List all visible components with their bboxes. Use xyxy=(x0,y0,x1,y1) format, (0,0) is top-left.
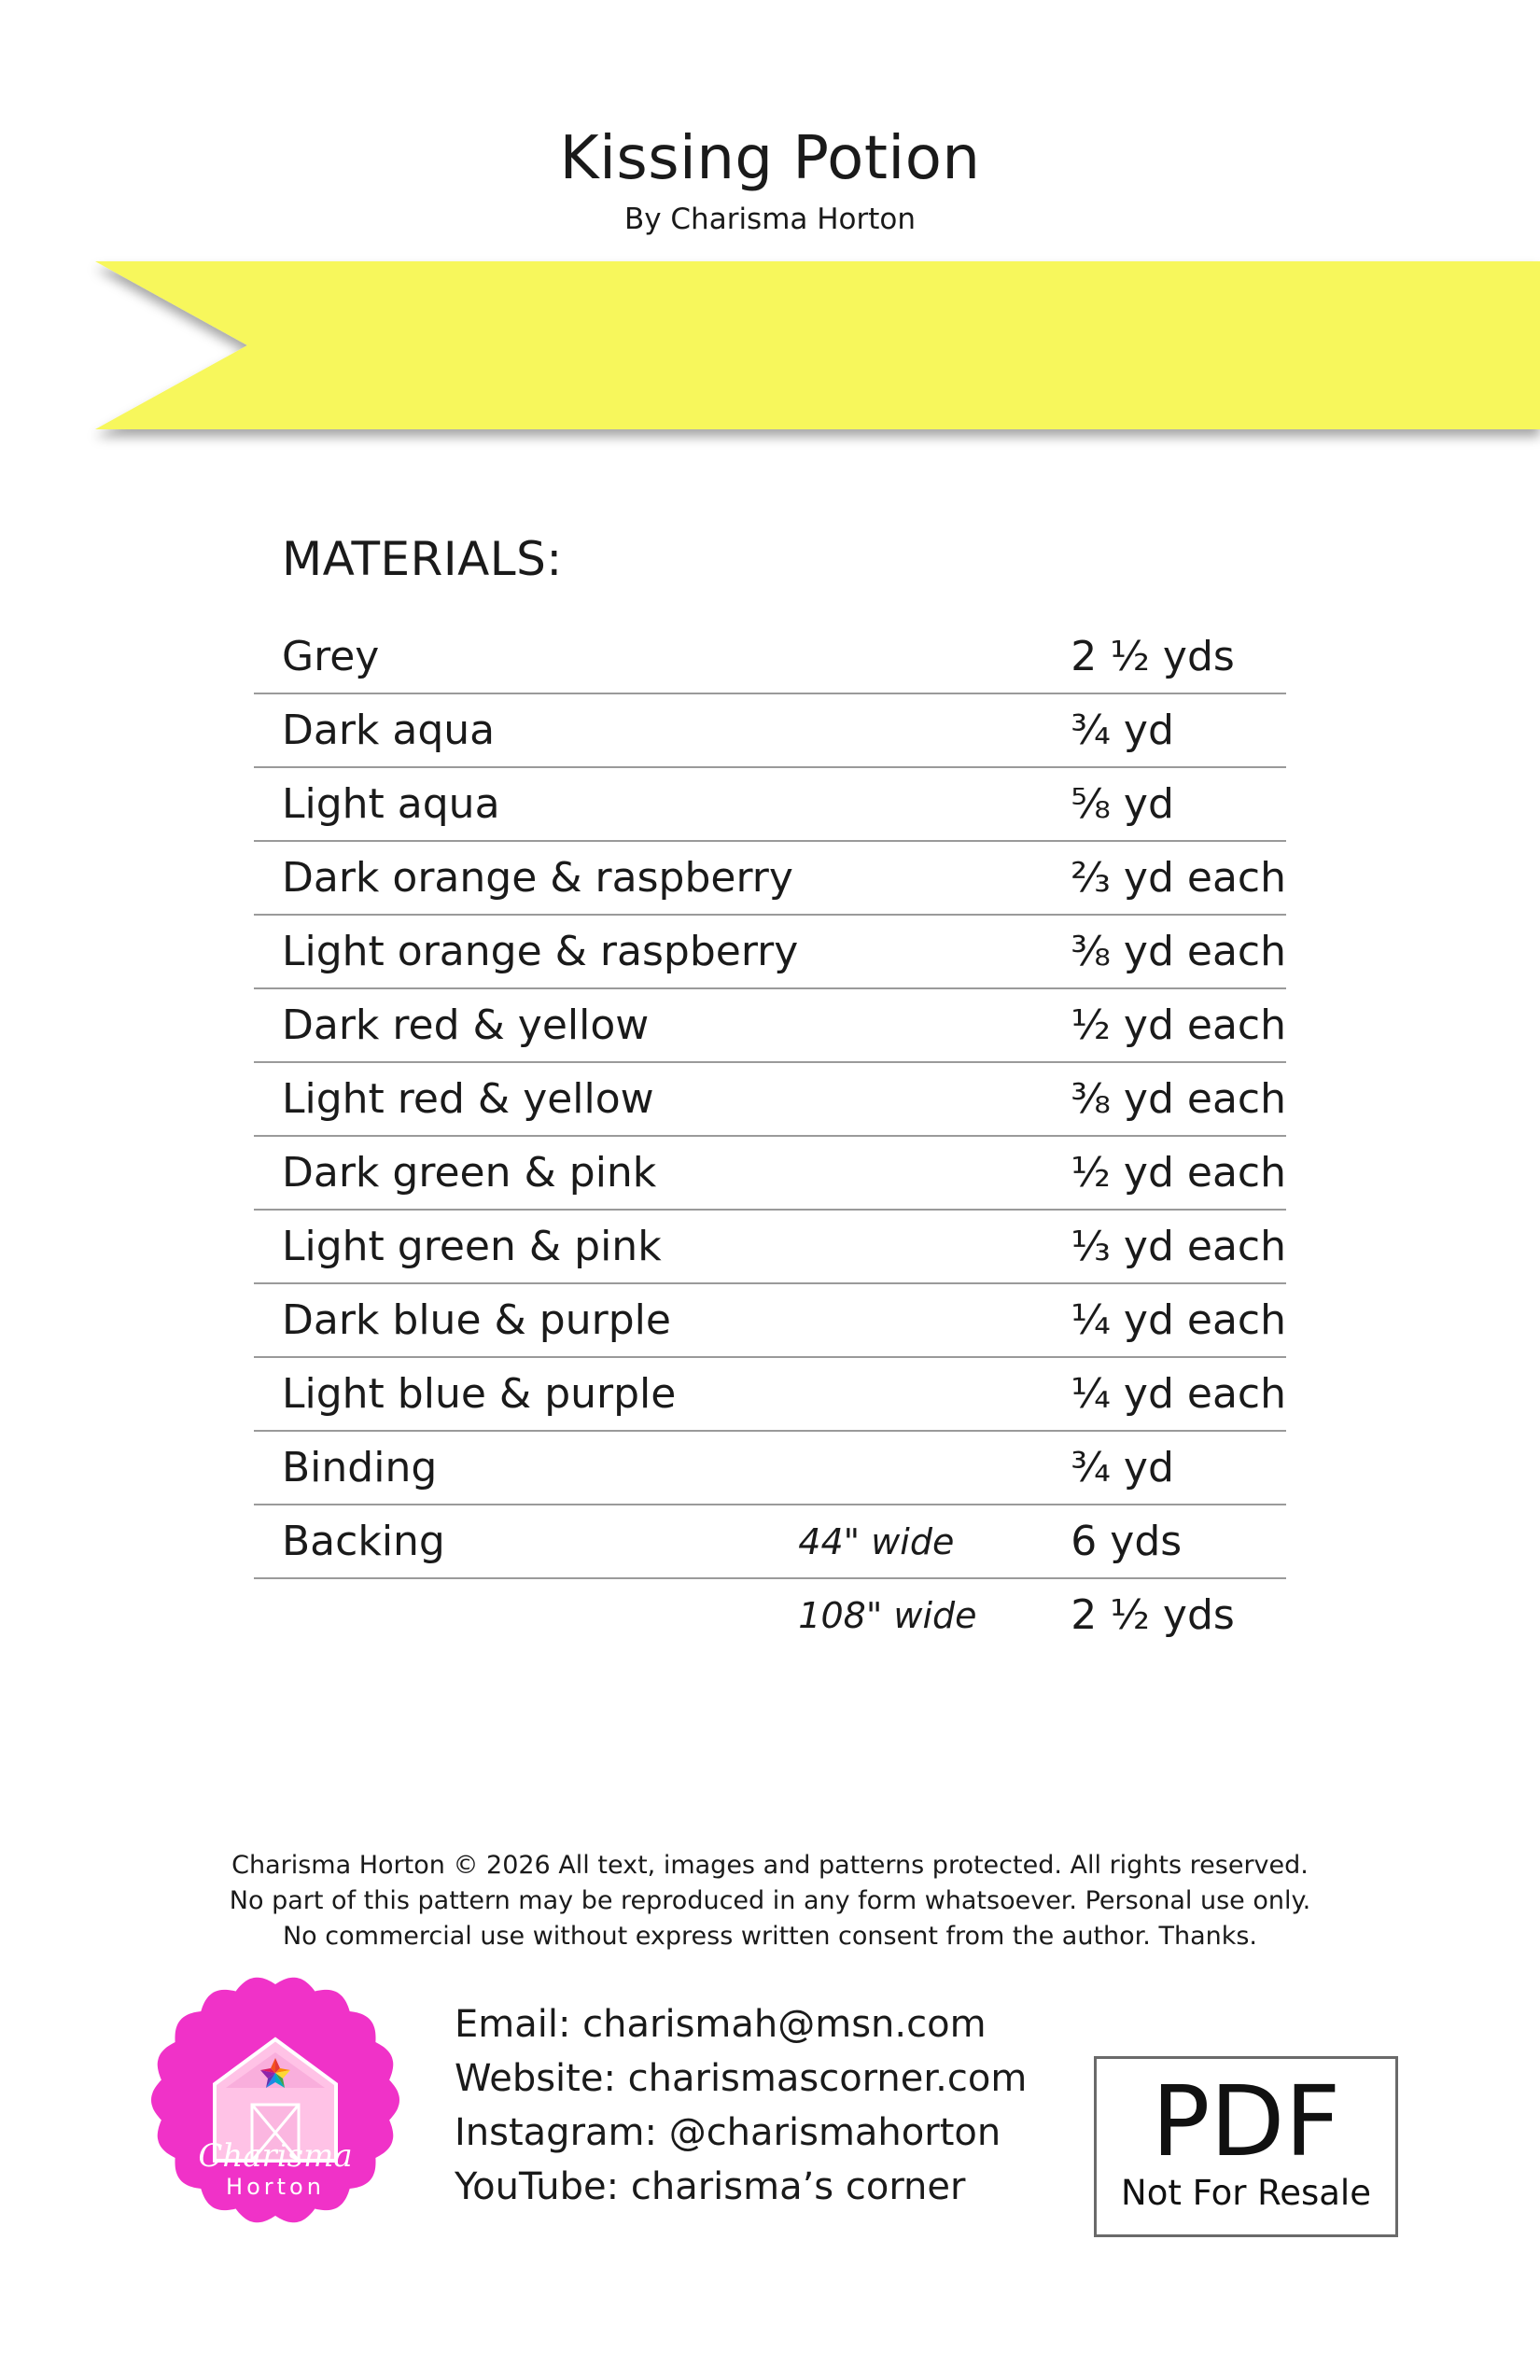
material-quantity: ⅜ yd each xyxy=(1071,915,1286,988)
material-quantity: ¾ yd xyxy=(1071,1431,1286,1505)
materials-row xyxy=(254,1431,1286,1505)
material-name: Binding xyxy=(254,1431,798,1505)
materials-row xyxy=(254,915,1286,988)
material-name: Dark green & pink xyxy=(254,1136,798,1210)
material-name: Light orange & raspberry xyxy=(254,915,798,988)
pdf-not-for-resale-badge xyxy=(1094,2056,1398,2237)
materials-row xyxy=(254,1578,1286,1651)
material-quantity: 2 ½ yds xyxy=(1071,1591,1235,1639)
contact-email: Email: charismah@msn.com xyxy=(455,2003,987,2046)
logo-surname: Horton xyxy=(226,2174,325,2200)
charisma-horton-logo xyxy=(149,1974,401,2226)
material-note xyxy=(798,621,1071,693)
material-name: Backing xyxy=(254,1505,798,1578)
materials-row xyxy=(254,1357,1286,1431)
contact-youtube: YouTube: charisma’s corner xyxy=(455,2165,966,2208)
pattern-title: Kissing Potion xyxy=(559,124,981,193)
logo-name: Charisma xyxy=(198,2137,353,2175)
material-note xyxy=(798,841,1071,915)
material-quantity: ½ yd each xyxy=(1071,1136,1286,1210)
material-name: Grey xyxy=(254,621,798,693)
material-name: Dark blue & purple xyxy=(254,1283,798,1357)
material-quantity: ½ yd each xyxy=(1071,988,1286,1062)
material-note xyxy=(798,915,1071,988)
title-banner xyxy=(84,254,1540,450)
material-name: Light aqua xyxy=(254,767,798,841)
material-note xyxy=(798,1210,1071,1283)
material-name: Dark red & yellow xyxy=(254,988,798,1062)
contact-instagram: Instagram: @charismahorton xyxy=(455,2111,1001,2154)
material-note xyxy=(798,1357,1071,1431)
contact-website: Website: charismascorner.com xyxy=(455,2057,1028,2100)
material-quantity: ⅔ yd each xyxy=(1071,841,1286,915)
copyright-line: No part of this pattern may be reproduced in any form whatsoever. Personal use only. xyxy=(229,1886,1311,1915)
material-name: Light green & pink xyxy=(254,1210,798,1283)
material-quantity: ⅝ yd xyxy=(1071,767,1286,841)
materials-row xyxy=(254,1283,1286,1357)
materials-row xyxy=(254,1505,1286,1578)
material-note xyxy=(798,693,1071,767)
materials-row xyxy=(254,1136,1286,1210)
material-quantity: ¼ yd each xyxy=(1071,1283,1286,1357)
material-note: 44" wide xyxy=(798,1505,1071,1578)
materials-row xyxy=(254,621,1286,693)
material-quantity: ⅓ yd each xyxy=(1071,1210,1286,1283)
material-name xyxy=(254,1578,798,1651)
materials-row xyxy=(254,988,1286,1062)
material-name: Dark aqua xyxy=(254,693,798,767)
material-quantity: ¼ yd each xyxy=(1071,1357,1286,1431)
pattern-byline: By Charisma Horton xyxy=(623,203,917,236)
material-note: 108" wide xyxy=(798,1594,977,1636)
copyright-line: Charisma Horton © 2026 All text, images and patterns protected. All rights reserved. xyxy=(231,1851,1309,1880)
material-quantity: 6 yds xyxy=(1071,1505,1286,1578)
material-name: Light red & yellow xyxy=(254,1062,798,1136)
material-note xyxy=(798,1431,1071,1505)
materials-row xyxy=(254,841,1286,915)
material-quantity: ¾ yd xyxy=(1071,693,1286,767)
not-for-resale-label: Not For Resale xyxy=(1121,2173,1371,2213)
materials-heading: MATERIALS: xyxy=(282,532,563,586)
material-name: Dark orange & raspberry xyxy=(254,841,798,915)
contact-info xyxy=(455,1997,1027,2214)
material-quantity: ⅜ yd each xyxy=(1071,1062,1286,1136)
copyright-notice xyxy=(0,1848,1540,1954)
pdf-label: PDF xyxy=(1151,2065,1341,2178)
materials-row xyxy=(254,693,1286,767)
material-note xyxy=(798,1283,1071,1357)
material-note xyxy=(798,767,1071,841)
material-name: Light blue & purple xyxy=(254,1357,798,1431)
material-note xyxy=(798,1062,1071,1136)
materials-row xyxy=(254,1210,1286,1283)
material-note xyxy=(798,988,1071,1062)
copyright-line: No commercial use without express written consent from the author. Thanks. xyxy=(282,1922,1258,1951)
materials-table xyxy=(254,621,1286,1651)
materials-row xyxy=(254,767,1286,841)
materials-row xyxy=(254,1062,1286,1136)
material-note xyxy=(798,1136,1071,1210)
material-quantity: 2 ½ yds xyxy=(1071,621,1286,693)
